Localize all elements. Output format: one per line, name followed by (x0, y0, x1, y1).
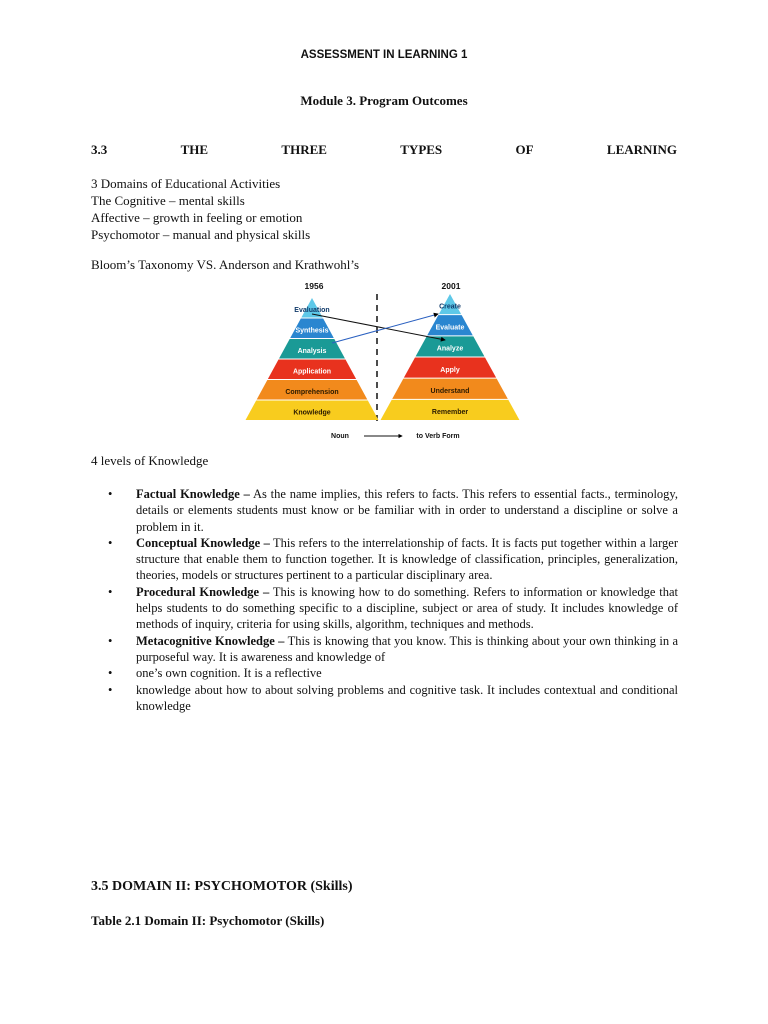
knowledge-list-item (108, 665, 678, 681)
heading-word: THREE (281, 142, 327, 157)
knowledge-list-item (108, 535, 678, 584)
module-title: Module 3. Program Outcomes (300, 93, 468, 108)
knowledge-list-item (108, 682, 678, 715)
bullet: • (108, 535, 113, 550)
knowledge-list-item (108, 633, 678, 666)
knowledge-term: Conceptual Knowledge – (136, 535, 270, 550)
year-1956: 1956 (304, 281, 324, 291)
section-3-5-heading: 3.5 DOMAIN II: PSYCHOMOTOR (Skills) (91, 879, 353, 894)
pyramid-tier-label: Understand (430, 388, 470, 396)
bullet: • (108, 584, 113, 599)
bullet: • (108, 633, 113, 648)
knowledge-description: This refers to the interrelationship of facts. It is facts put together within a larger structure that enable them to function together. It is knowledge of classification, principles, generalization, theories, models or structures pertinent to a particular disciplinary area. (136, 535, 678, 583)
heading-word: THE (180, 142, 209, 157)
pyramid-tier-label: Knowledge (293, 409, 331, 417)
table-caption: Table 2.1 Domain II: Psychomotor (Skills) (91, 913, 325, 928)
heading-word: TYPES (400, 142, 443, 157)
pyramid-tier-label: Application (292, 368, 332, 376)
verb-label: to Verb Form (416, 433, 460, 440)
domains-line: 3 Domains of Educational Activities (91, 176, 281, 191)
bullet: • (108, 666, 113, 681)
pyramid-tier-label: Synthesis (295, 327, 329, 335)
pyramid-tier-label: Analysis (297, 347, 327, 355)
bloom-taxonomy-diagram (240, 276, 525, 444)
knowledge-term: Factual Knowledge – (136, 487, 250, 501)
knowledge-description: As the name implies, this refers to facts. This refers to essential facts., terminology, details or elements students must know or be familiar with in order to understand a discipline or solve a problem in it. (136, 487, 678, 534)
year-2001: 2001 (441, 281, 461, 291)
bullet: • (108, 682, 113, 697)
knowledge-description: This is knowing that you know. This is thinking about your own thinking in a purposeful way. It is awareness and knowledge of (136, 633, 679, 664)
noun-label: Noun (331, 433, 349, 440)
knowledge-description: one’s own cognition. It is a reflective (136, 666, 322, 681)
knowledge-description: This is knowing how to do something. Refers to information or knowledge that helps students to do something specific to a discipline, subject or area of study. It includes knowledge of methods of inquiry, criteria for using skills, algorithm, techniques and methods. (136, 584, 679, 632)
section-3-3-heading (91, 142, 677, 158)
domains-list (91, 175, 310, 243)
pyramid-tier-label: Analyze (436, 345, 464, 353)
domains-line: Affective – growth in feeling or emotion (91, 210, 303, 225)
pyramid-tier-label: Create (439, 303, 461, 311)
levels-title: 4 levels of Knowledge (91, 453, 209, 468)
knowledge-term: Procedural Knowledge – (136, 584, 270, 599)
pyramid-tier-label: Apply (440, 366, 460, 374)
knowledge-list-item (108, 584, 678, 633)
pyramid-tier-label: Evaluate (435, 324, 465, 332)
pyramid-tier-label: Comprehension (285, 388, 339, 396)
pyramid-tier-label: Evaluation (294, 306, 330, 314)
knowledge-description: knowledge about how to about solving problems and cognitive task. It includes contextual and conditional knowledge (136, 682, 678, 713)
domains-line: The Cognitive – mental skills (91, 193, 245, 208)
domains-line: Psychomotor – manual and physical skills (91, 227, 311, 242)
heading-word: 3.3 (91, 142, 108, 157)
bullet: • (108, 487, 113, 501)
heading-word: LEARNING (606, 142, 677, 157)
pyramid-tier-label: Remember (431, 409, 469, 417)
bloom-comparison-title: Bloom’s Taxonomy VS. Anderson and Krathwohl’s (91, 257, 359, 272)
heading-word: OF (515, 142, 534, 157)
knowledge-term: Metacognitive Knowledge – (136, 633, 285, 648)
knowledge-list (108, 486, 678, 714)
knowledge-list-item (108, 486, 678, 535)
document-header: ASSESSMENT IN LEARNING 1 (300, 49, 468, 61)
